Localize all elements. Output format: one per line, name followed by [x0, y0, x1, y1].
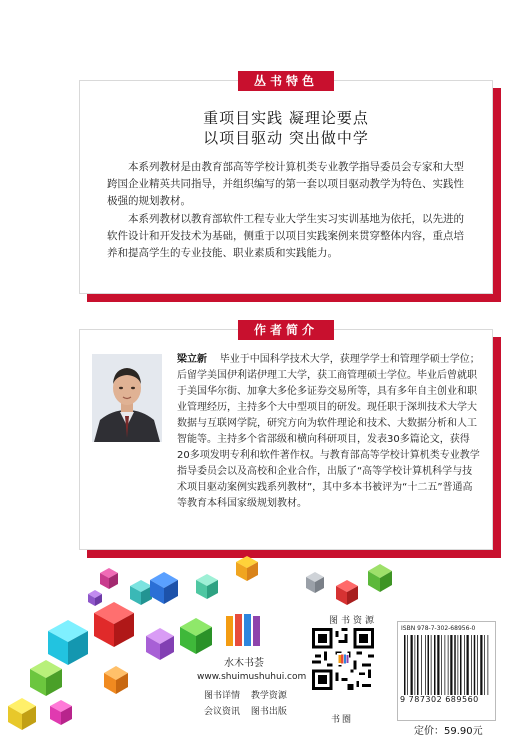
features-paragraph-2: 本系列教材以教育部软件工程专业大学生实习实训基地为依托，以先进的软件设计和开发技术为基础，侧重于以项目实践案例来贯穿整体内容，重点培养和提高学生的专业技能、职业素质和实践能力。	[107, 213, 464, 259]
barcode-bar	[488, 635, 489, 695]
cube-yellow-left	[8, 698, 36, 730]
author-intro-tag: 作者简介	[238, 320, 334, 340]
qr-code[interactable]	[312, 628, 374, 690]
barcode-bar	[474, 635, 476, 695]
cube-pink-small	[100, 568, 118, 589]
cube-blue	[150, 572, 178, 604]
cube-gray	[306, 572, 324, 593]
slogan-line-2: 以项目驱动 突出做中学	[203, 129, 369, 147]
barcode-bar	[428, 635, 430, 695]
qr-caption: 书圈	[331, 715, 354, 725]
price-label: 定价：59.90元	[414, 726, 483, 737]
link-book-details[interactable]: 图书详情	[204, 691, 241, 701]
barcode-bar	[431, 635, 432, 695]
barcode-bar	[415, 635, 416, 695]
link-teaching-resources[interactable]: 教学资源	[250, 691, 287, 701]
barcode-bar	[421, 635, 422, 695]
cube-yellow-top	[236, 556, 258, 581]
publisher-links-row-2	[204, 704, 295, 717]
cube-cyan-large	[48, 620, 88, 665]
barcode-digits: 9 787302 689560	[400, 695, 479, 704]
barcode-bar	[441, 635, 442, 695]
barcode-bar	[437, 635, 439, 695]
cube-teal	[130, 580, 152, 605]
cube-green-left	[30, 660, 62, 696]
series-features-tag: 丛书特色	[238, 71, 334, 91]
barcode-bar	[471, 635, 472, 695]
barcode-bar	[434, 635, 436, 695]
barcode-bar	[480, 635, 482, 695]
barcode-bar	[425, 635, 426, 695]
author-bio-text: 毕业于中国科学技术大学，获理学学士和管理学硕士学位；后留学美国伊利诺伊理工大学，获工商管理硕士学位。毕业后曾就职于美国华尔街、加拿大多伦多证券交易所等，具有多年自主创业和职业管理经历，主持多个大中型项目的研发。现任职于深圳技术大学大数据与互联网学院，研究方向为软件理论和技术、大数据分析和人工智能等。主持多个省部级和横向科研项目，发表30多篇论文，获得20多项发明专利和软件著作权。与教育部高等学校计算机类专业教学指导委员会以及高校和企业合作，出版了“高等学校计算机科学与技术项目驱动案例实践系列教材”，其中多本书被评为“十二五”普通高等教育本科国家级规划教材。	[177, 354, 480, 509]
barcode-bar	[445, 635, 446, 695]
publisher-logo	[212, 612, 276, 669]
barcode-bar	[407, 635, 408, 695]
isbn-text: ISBN 978-7-302-68956-0	[401, 625, 476, 632]
cube-magenta-left	[50, 700, 72, 725]
slogan-line-1: 重项目实践 凝理论要点	[203, 109, 369, 127]
publisher-logo-icon	[224, 612, 264, 648]
cube-mint	[196, 574, 218, 599]
link-conference-news[interactable]: 会议资讯	[204, 707, 241, 717]
barcode-bar	[467, 635, 469, 695]
author-photo	[92, 354, 162, 442]
barcode-bar	[454, 635, 456, 695]
barcode-bar	[450, 635, 452, 695]
cube-green-mid	[180, 618, 212, 654]
barcode-icon	[402, 635, 490, 695]
barcode-bar	[417, 635, 419, 695]
qr-title: 图书资源	[329, 616, 378, 626]
publisher-logo-text: 水木书荟	[224, 658, 264, 669]
barcode-bar	[404, 635, 406, 695]
cube-red-large	[94, 602, 134, 647]
cube-purple-small	[88, 590, 102, 606]
publisher-links-row-1	[204, 688, 295, 701]
author-intro-box	[79, 323, 493, 550]
barcode-bar	[464, 635, 465, 695]
author-bio	[177, 352, 482, 512]
series-features-box	[79, 74, 493, 294]
isbn-barcode-box	[397, 621, 496, 721]
barcode-bar	[484, 635, 485, 695]
barcode-bar	[460, 635, 462, 695]
barcode-bar	[458, 635, 459, 695]
barcode-bar	[411, 635, 413, 695]
author-name: 梁立新	[177, 354, 207, 365]
cube-red-right	[336, 580, 358, 605]
cube-violet	[146, 628, 174, 660]
link-book-publishing[interactable]: 图书出版	[250, 707, 287, 717]
publisher-url[interactable]: www.shuimushuhui.com	[197, 672, 307, 682]
barcode-bar	[477, 635, 478, 695]
features-paragraph-1: 本系列教材是由教育部高等学校计算机类专业教学指导委员会专家和大型跨国企业精英共同指导，并组织编写的第一套以项目驱动教学为特色、实践性极强的规划教材。	[107, 161, 464, 207]
cube-green	[368, 564, 392, 592]
cube-orange	[104, 666, 128, 694]
barcode-bar	[448, 635, 449, 695]
